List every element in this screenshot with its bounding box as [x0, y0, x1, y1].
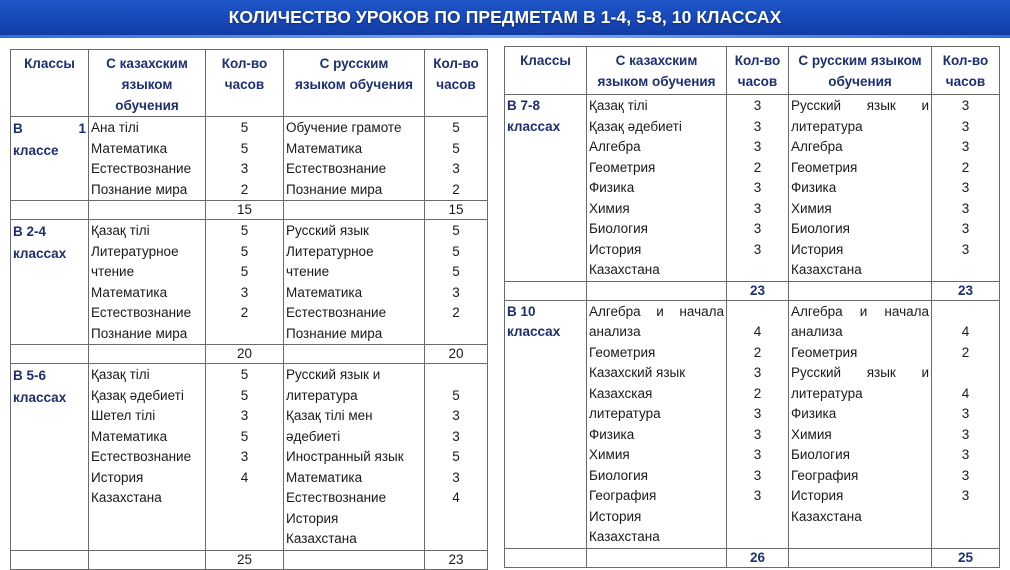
- cell-line: 4: [240, 469, 249, 485]
- cell-line: Геометрия: [791, 159, 858, 175]
- cell-line: 2: [961, 344, 970, 360]
- cell-line: Казахстана: [791, 508, 862, 524]
- cell-line: Казахстана: [91, 490, 162, 505]
- cell-line: История: [589, 241, 642, 257]
- cell-line: Познание мира: [91, 181, 188, 197]
- cell-line: Познание мира: [286, 325, 383, 341]
- cell-line: Қазақ тілі: [91, 223, 150, 238]
- header-row: [11, 50, 488, 117]
- cell-line: Алгебра: [589, 139, 641, 154]
- cell-line: 3: [753, 488, 762, 503]
- cell-line: [427, 509, 485, 530]
- russian-hours: [425, 117, 488, 201]
- cell-line: классах: [13, 390, 67, 405]
- cell-line: 3: [240, 161, 249, 176]
- cell-line: 3: [753, 467, 762, 483]
- cell-line: Литературное: [286, 243, 374, 259]
- cell-line: Русский язык и: [286, 367, 381, 382]
- cell-line: 5: [240, 120, 249, 135]
- cell-line: 4: [452, 490, 460, 505]
- cell-line: [208, 488, 281, 509]
- cell-line: 3: [961, 467, 970, 483]
- cell-line: классах: [507, 118, 561, 134]
- cell-line: 5: [452, 120, 460, 135]
- cell-line: Химия: [589, 200, 630, 216]
- total-empty: [11, 550, 89, 569]
- right-lessons-table: [504, 46, 1000, 568]
- cell-line: 2: [753, 385, 762, 401]
- total-empty: [284, 345, 425, 364]
- total-hours: 23: [932, 281, 1000, 300]
- total-empty: [89, 345, 206, 364]
- kazakh-subjects: [89, 117, 206, 201]
- cell-line: классах: [507, 324, 561, 339]
- cell-line: 5: [240, 223, 249, 238]
- header-hours-kazakh: Кол-во часов: [727, 47, 789, 95]
- total-empty: [89, 201, 206, 220]
- cell-line: 3: [961, 241, 970, 257]
- cell-line: Алгебра и начала: [589, 303, 724, 319]
- class-group-row: [505, 95, 1000, 282]
- total-empty: [505, 548, 587, 567]
- header-russian-medium: С русским языком обучения: [284, 50, 425, 117]
- total-hours: 20: [425, 345, 488, 364]
- class-group-row: [11, 220, 488, 345]
- cell-line: Химия: [791, 426, 832, 442]
- cell-line: История: [791, 488, 844, 503]
- total-hours: 15: [425, 201, 488, 220]
- total-empty: [587, 548, 727, 567]
- header-kazakh-medium: С казахским языком обучения: [587, 47, 727, 95]
- total-empty: [11, 201, 89, 220]
- class-group-row: [505, 300, 1000, 548]
- total-row: [11, 550, 488, 569]
- cell-line: 2: [961, 159, 970, 175]
- cell-line: 3: [452, 469, 460, 485]
- cell-line: 3: [452, 408, 460, 423]
- cell-line: 3: [961, 200, 970, 216]
- cell-line: [91, 509, 203, 530]
- cell-line: В 10: [507, 303, 536, 319]
- cell-line: литература: [589, 406, 661, 421]
- kazakh-subjects: [587, 95, 727, 282]
- cell-line: [427, 365, 485, 386]
- cell-line: 2: [452, 181, 460, 197]
- cell-line: Қазақ тілі: [589, 98, 648, 113]
- total-row: [505, 548, 1000, 567]
- cell-line: Биология: [589, 467, 648, 483]
- cell-line: литература: [791, 385, 863, 401]
- cell-line: 3: [753, 447, 762, 462]
- cell-line: Иностранный язык: [286, 449, 404, 464]
- cell-line: 3: [753, 180, 762, 195]
- cell-line: литература: [791, 118, 863, 134]
- cell-line: 5: [452, 140, 460, 156]
- cell-line: 5: [452, 387, 460, 403]
- total-hours: 23: [425, 550, 488, 569]
- cell-line: Қазақ әдебиеті: [91, 387, 184, 403]
- class-label: [11, 117, 89, 201]
- class-label: [505, 300, 587, 548]
- cell-line: Геометрия: [589, 159, 656, 175]
- cell-line: 3: [753, 426, 762, 442]
- cell-line: 5: [240, 264, 249, 279]
- cell-line: 4: [753, 324, 762, 339]
- cell-line: Ана тілі: [91, 120, 139, 135]
- russian-subjects: [284, 220, 425, 345]
- total-row: [11, 345, 488, 364]
- cell-line: 3: [753, 200, 762, 216]
- class-label: [505, 95, 587, 282]
- cell-line: 3: [753, 406, 762, 421]
- cell-line: Естествознание: [286, 305, 387, 320]
- cell-line: Математика: [286, 284, 363, 300]
- total-empty: [11, 345, 89, 364]
- cell-line: Казахстана: [589, 529, 660, 544]
- cell-line: 5: [452, 264, 460, 279]
- cell-line: 3: [961, 488, 970, 503]
- cell-line: [934, 302, 997, 323]
- cell-line: Математика: [91, 140, 168, 156]
- kazakh-subjects: [587, 300, 727, 548]
- cell-line: Русский язык и: [791, 98, 929, 113]
- cell-line: Биология: [791, 221, 850, 236]
- cell-line: 4: [961, 324, 970, 339]
- total-empty: [505, 281, 587, 300]
- cell-line: В 2-4: [13, 224, 47, 239]
- cell-line: В 7-8: [507, 98, 541, 113]
- cell-line: чтение: [91, 264, 135, 279]
- cell-line: 3: [753, 241, 762, 257]
- header-classes: Классы: [505, 47, 587, 95]
- cell-line: Литературное: [91, 243, 179, 259]
- cell-line: 3: [753, 221, 762, 236]
- cell-line: [208, 324, 281, 345]
- cell-line: 3: [452, 284, 460, 300]
- cell-line: 2: [753, 159, 762, 175]
- cell-line: [934, 527, 997, 548]
- cell-line: Геометрия: [791, 344, 858, 360]
- total-empty: [284, 550, 425, 569]
- cell-line: Русский язык: [286, 223, 369, 238]
- header-row: [505, 47, 1000, 95]
- total-empty: [284, 201, 425, 220]
- title-banner: [0, 0, 1010, 38]
- cell-line: 5: [240, 140, 249, 156]
- cell-line: Биология: [791, 447, 850, 462]
- header-hours-russian: Кол-во часов: [425, 50, 488, 117]
- header-hours-russian: Кол-во часов: [932, 47, 1000, 95]
- cell-line: 3: [961, 406, 970, 421]
- class-label: [11, 364, 89, 551]
- cell-line: [729, 302, 786, 323]
- cell-line: Естествознание: [286, 490, 387, 505]
- kazakh-hours: [727, 95, 789, 282]
- cell-line: Математика: [286, 140, 363, 156]
- total-empty: [89, 550, 206, 569]
- cell-line: Шетел тілі: [91, 408, 156, 423]
- cell-line: Казахстана: [589, 262, 660, 277]
- russian-hours: [932, 95, 1000, 282]
- cell-line: 2: [452, 305, 460, 320]
- russian-subjects: [284, 364, 425, 551]
- header-classes: Классы: [11, 50, 89, 117]
- total-empty: [789, 281, 932, 300]
- cell-line: Казахский язык: [589, 365, 686, 380]
- cell-line: Физика: [589, 180, 635, 195]
- banner-stripe: [0, 35, 1010, 38]
- cell-line: [91, 529, 203, 550]
- cell-line: Қазақ тілі мен: [286, 408, 373, 423]
- header-russian-medium: С русским языком обучения: [789, 47, 932, 95]
- cell-line: [729, 507, 786, 528]
- cell-line: История: [589, 508, 642, 524]
- cell-line: 5: [240, 428, 249, 444]
- cell-line: 3: [240, 449, 249, 464]
- russian-subjects: [284, 117, 425, 201]
- cell-line: [934, 260, 997, 281]
- cell-line: Физика: [589, 426, 635, 442]
- cell-line: 5: [452, 243, 460, 259]
- cell-line: 3: [753, 139, 762, 154]
- cell-line: 3: [753, 365, 762, 380]
- cell-line: [934, 363, 997, 384]
- cell-line: В 1: [13, 121, 86, 136]
- cell-line: 4: [961, 385, 970, 401]
- kazakh-hours: [206, 364, 284, 551]
- kazakh-hours: [206, 220, 284, 345]
- cell-line: чтение: [286, 264, 330, 279]
- header-hours-kazakh: Кол-во часов: [206, 50, 284, 117]
- total-hours: 26: [727, 548, 789, 567]
- header-kazakh-medium: С казахским языком обучения: [89, 50, 206, 117]
- total-empty: [587, 281, 727, 300]
- cell-line: Химия: [791, 200, 832, 216]
- cell-line: Математика: [91, 428, 168, 444]
- class-label: [11, 220, 89, 345]
- kazakh-subjects: [89, 220, 206, 345]
- cell-line: Математика: [286, 469, 363, 485]
- cell-line: Естествознание: [91, 305, 192, 320]
- cell-line: В 5-6: [13, 368, 47, 383]
- cell-line: 3: [961, 447, 970, 462]
- kazakh-subjects: [89, 364, 206, 551]
- cell-line: Биология: [589, 221, 648, 236]
- cell-line: 3: [240, 284, 249, 300]
- cell-line: География: [791, 467, 859, 483]
- cell-line: 3: [753, 98, 762, 113]
- cell-line: 3: [961, 180, 970, 195]
- cell-line: География: [589, 488, 657, 503]
- cell-line: 5: [240, 387, 249, 403]
- cell-line: классах: [13, 246, 67, 261]
- cell-line: әдебиеті: [286, 428, 341, 444]
- cell-line: Познание мира: [286, 181, 383, 197]
- cell-line: 3: [240, 408, 249, 423]
- page-title: КОЛИЧЕСТВО УРОКОВ ПО ПРЕДМЕТАМ В 1-4, 5-8, 10 КЛАССАХ: [228, 7, 782, 27]
- cell-line: Алгебра: [791, 139, 843, 154]
- cell-line: 3: [961, 139, 970, 154]
- cell-line: Химия: [589, 447, 630, 462]
- total-row: [11, 201, 488, 220]
- russian-subjects: [789, 300, 932, 548]
- cell-line: 3: [961, 426, 970, 442]
- class-group-row: [11, 117, 488, 201]
- total-hours: 20: [206, 345, 284, 364]
- cell-line: [729, 527, 786, 548]
- cell-line: [934, 507, 997, 528]
- cell-line: 3: [961, 221, 970, 236]
- cell-line: Физика: [791, 406, 837, 421]
- cell-line: Қазақ әдебиеті: [589, 118, 682, 134]
- total-hours: 25: [206, 550, 284, 569]
- cell-line: 3: [961, 98, 970, 113]
- cell-line: Естествознание: [91, 161, 192, 176]
- cell-line: Алгебра и начала: [791, 303, 929, 319]
- total-row: [505, 281, 1000, 300]
- cell-line: 3: [753, 118, 762, 134]
- cell-line: История: [91, 469, 144, 485]
- russian-hours: [932, 300, 1000, 548]
- cell-line: 2: [753, 344, 762, 360]
- cell-line: 2: [240, 181, 249, 197]
- left-lessons-table: [10, 49, 488, 570]
- cell-line: Казахстана: [286, 531, 357, 546]
- cell-line: 5: [240, 367, 249, 382]
- cell-line: классе: [13, 143, 59, 158]
- cell-line: 5: [452, 223, 460, 238]
- cell-line: 3: [452, 428, 460, 444]
- cell-line: Русский язык и: [791, 365, 929, 380]
- russian-subjects: [789, 95, 932, 282]
- russian-hours: [425, 220, 488, 345]
- cell-line: Қазақ тілі: [91, 367, 150, 382]
- cell-line: [729, 260, 786, 281]
- cell-line: анализа: [791, 324, 843, 339]
- cell-line: [208, 509, 281, 530]
- cell-line: 3: [961, 118, 970, 134]
- cell-line: Естествознание: [91, 449, 192, 464]
- kazakh-hours: [727, 300, 789, 548]
- kazakh-hours: [206, 117, 284, 201]
- cell-line: [427, 529, 485, 550]
- cell-line: Математика: [91, 284, 168, 300]
- cell-line: [427, 324, 485, 345]
- cell-line: литература: [286, 387, 358, 403]
- cell-line: Геометрия: [589, 344, 656, 360]
- cell-line: Физика: [791, 180, 837, 195]
- cell-line: 2: [240, 305, 249, 320]
- cell-line: [791, 527, 929, 548]
- cell-line: Обучение грамоте: [286, 120, 402, 135]
- cell-line: 5: [240, 243, 249, 259]
- total-empty: [789, 548, 932, 567]
- cell-line: 3: [452, 161, 460, 176]
- cell-line: История: [286, 510, 339, 526]
- cell-line: Казахская: [589, 385, 653, 401]
- cell-line: Естествознание: [286, 161, 387, 176]
- cell-line: Казахстана: [791, 262, 862, 277]
- class-group-row: [11, 364, 488, 551]
- cell-line: 5: [452, 449, 460, 464]
- cell-line: История: [791, 241, 844, 257]
- cell-line: Познание мира: [91, 325, 188, 341]
- russian-hours: [425, 364, 488, 551]
- total-hours: 23: [727, 281, 789, 300]
- total-hours: 15: [206, 201, 284, 220]
- cell-line: [208, 529, 281, 550]
- total-hours: 25: [932, 548, 1000, 567]
- cell-line: анализа: [589, 324, 641, 339]
